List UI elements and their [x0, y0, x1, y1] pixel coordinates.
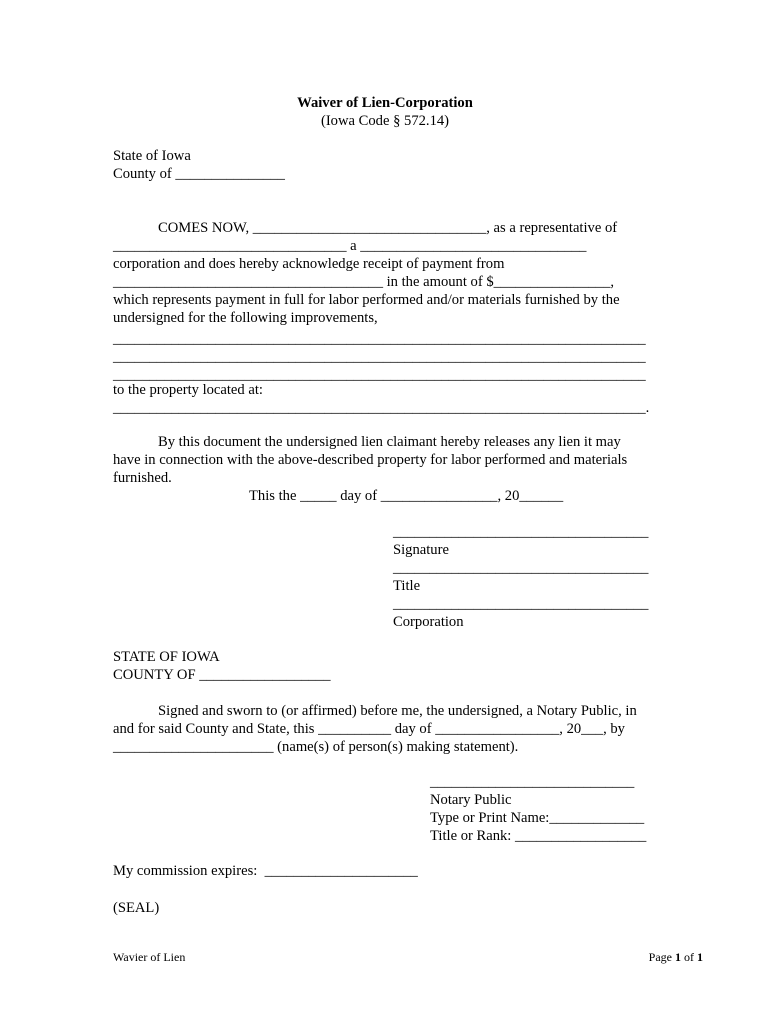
- page-total: 1: [697, 950, 703, 964]
- comes-now-line: COMES NOW, ________________________________, as a representative of: [158, 220, 618, 236]
- notary-print-name: Type or Print Name:_____________: [430, 810, 645, 826]
- property-line: _________________________________________________________________________.: [113, 400, 650, 416]
- corporation-name-line: ________________________________ a _______________________________: [113, 238, 587, 254]
- payment-amount-line: _____________________________________ in the amount of $________________,: [113, 274, 615, 290]
- title-label: Title: [393, 578, 421, 594]
- property-label: to the property located at:: [113, 382, 263, 398]
- title-line: ___________________________________: [393, 560, 649, 576]
- document-title: Waiver of Lien-Corporation: [297, 95, 473, 111]
- notary-public-label: Notary Public: [430, 792, 512, 808]
- notary-title-rank: Title or Rank: __________________: [430, 828, 647, 844]
- venue-state: State of Iowa: [113, 148, 191, 164]
- improvements-line: undersigned for the following improvements,: [113, 310, 378, 326]
- notary-state: STATE OF IOWA: [113, 649, 220, 665]
- signature-line: ___________________________________: [393, 524, 649, 540]
- page-current: 1: [675, 950, 681, 964]
- notary-statement-1: Signed and sworn to (or affirmed) before me, the undersigned, a Notary Public, in: [158, 703, 637, 719]
- notary-county: COUNTY OF __________________: [113, 667, 331, 683]
- acknowledge-line: corporation and does hereby acknowledge receipt of payment from: [113, 256, 505, 272]
- improvements-blank-2: _________________________________________________________________________: [113, 349, 646, 365]
- page-prefix: Page: [648, 950, 675, 964]
- improvements-blank-3: _________________________________________________________________________: [113, 367, 646, 383]
- page-of: of: [681, 950, 697, 964]
- release-line-2: have in connection with the above-described property for labor performed and materials: [113, 452, 628, 468]
- notary-signature-line: ____________________________: [430, 774, 635, 790]
- document-subtitle: (Iowa Code § 572.14): [320, 113, 450, 129]
- date-line: This the _____ day of ________________, 20______: [249, 488, 564, 504]
- footer-title: Wavier of Lien: [113, 950, 186, 964]
- venue-county: County of _______________: [113, 166, 285, 182]
- corporation-line: ___________________________________: [393, 596, 649, 612]
- improvements-blank-1: _________________________________________________________________________: [113, 331, 646, 347]
- release-line-3: furnished.: [113, 470, 172, 486]
- notary-statement-3: ______________________ (name(s) of person(s) making statement).: [113, 739, 519, 755]
- payment-description-line: which represents payment in full for labor performed and/or materials furnished by the: [113, 292, 620, 308]
- release-line-1: By this document the undersigned lien claimant hereby releases any lien it may: [158, 434, 621, 450]
- commission-expires: My commission expires: _____________________: [113, 863, 418, 879]
- signature-label: Signature: [393, 542, 449, 558]
- page-number: [649, 948, 703, 966]
- notary-statement-2: and for said County and State, this __________ day of _________________, 20___, by: [113, 721, 625, 737]
- corporation-label: Corporation: [393, 614, 464, 630]
- seal-label: (SEAL): [113, 900, 160, 916]
